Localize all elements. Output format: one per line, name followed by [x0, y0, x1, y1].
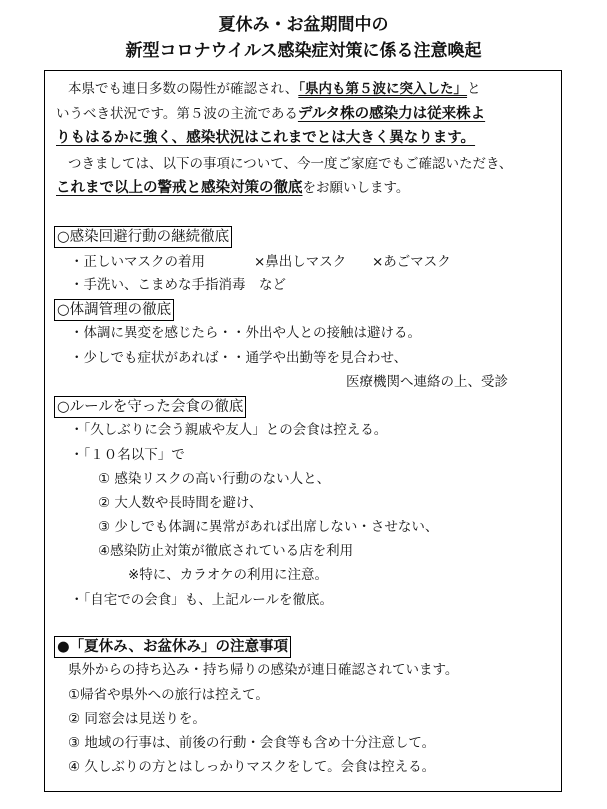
intro-highlight-wave5: 「県内も第５波に突入した」: [298, 81, 468, 97]
page-title-line1: 夏休み・お盆期間中の: [218, 15, 389, 35]
section2-heading: ○体調管理の徹底: [54, 299, 174, 321]
intro-line4: つきましては、以下の事項について、今一度ご家庭でもご確認いただき、: [68, 156, 513, 172]
section1-item1-note2: ×あごマスク: [372, 254, 451, 270]
page-title-line2: 新型コロナウイルス感染症対策に係る注意喚起: [125, 41, 482, 61]
section3-note: ※特に、カラオケの利用に注意。: [128, 567, 329, 583]
section4-item1: ①帰省や県外への旅行は控えて。: [68, 687, 269, 703]
section4-lead: 県外からの持ち込み・持ち帰りの感染が連日確認されています。: [68, 662, 459, 678]
intro-line5: [56, 179, 409, 197]
section3-sub2: ② 大人数や長時間を避け、: [98, 495, 263, 511]
section1-item1: ・正しいマスクの着用: [70, 254, 205, 270]
section4-heading: ●「夏休み、お盆休み」の注意事項: [54, 636, 291, 658]
section1-item2: ・手洗い、こまめな手指消毒 など: [70, 277, 286, 293]
intro-text-request: をお願いします。: [302, 180, 410, 196]
intro-highlight-measures: これまで以上の警戒と感染対策の徹底: [56, 180, 303, 196]
section1-item1-note1: ×鼻出しマスク: [254, 254, 347, 270]
section4-item2: ② 同窓会は見送りを。: [68, 711, 206, 727]
section3-sub1: ① 感染リスクの高い行動のない人と、: [98, 471, 331, 487]
intro-text-d: いうべき状況です。第５波の主流である: [56, 106, 298, 122]
section3-heading: ○ルールを守った会食の徹底: [54, 396, 246, 418]
intro-highlight-infection: りもはるかに強く、感染状況はこれまでとは大きく異なります。: [56, 130, 476, 146]
intro-line1: [68, 80, 481, 98]
section2-item2-cont: 医療機関へ連絡の上、受診: [346, 374, 508, 390]
section3-sub3: ③ 少しでも体調に異常があれば出席しない・させない、: [98, 519, 439, 535]
section3-item1: ・「久しぶりに会う親戚や友人」との会食は控える。: [70, 422, 388, 438]
intro-line3: [56, 129, 475, 147]
intro-text-c: と: [467, 81, 481, 97]
intro-line2: [56, 105, 485, 123]
section4-item3: ③ 地域の行事は、前後の行動・会食等も含め十分注意して。: [68, 735, 436, 751]
section3-item2: ・「１０名以下」で: [70, 447, 185, 463]
section4-item4: ④ 久しぶりの方とはしっかりマスクをして。会食は控える。: [68, 759, 436, 775]
section2-item2: ・少しでも症状があれば・・通学や出勤等を見合わせ、: [70, 350, 408, 366]
intro-text-a: 本県でも連日多数の陽性が確認され、: [68, 81, 299, 97]
intro-highlight-delta: デルタ株の感染力は従来株よ: [297, 106, 486, 122]
section1-heading: ○感染回避行動の継続徹底: [54, 226, 232, 248]
section2-item1: ・体調に異変を感じたら・・外出や人との接触は避ける。: [70, 325, 421, 341]
section3-item3: ・「自宅での会食」も、上記ルールを徹底。: [70, 592, 333, 608]
section3-sub4: ④感染防止対策が徹底されている店を利用: [98, 543, 354, 559]
